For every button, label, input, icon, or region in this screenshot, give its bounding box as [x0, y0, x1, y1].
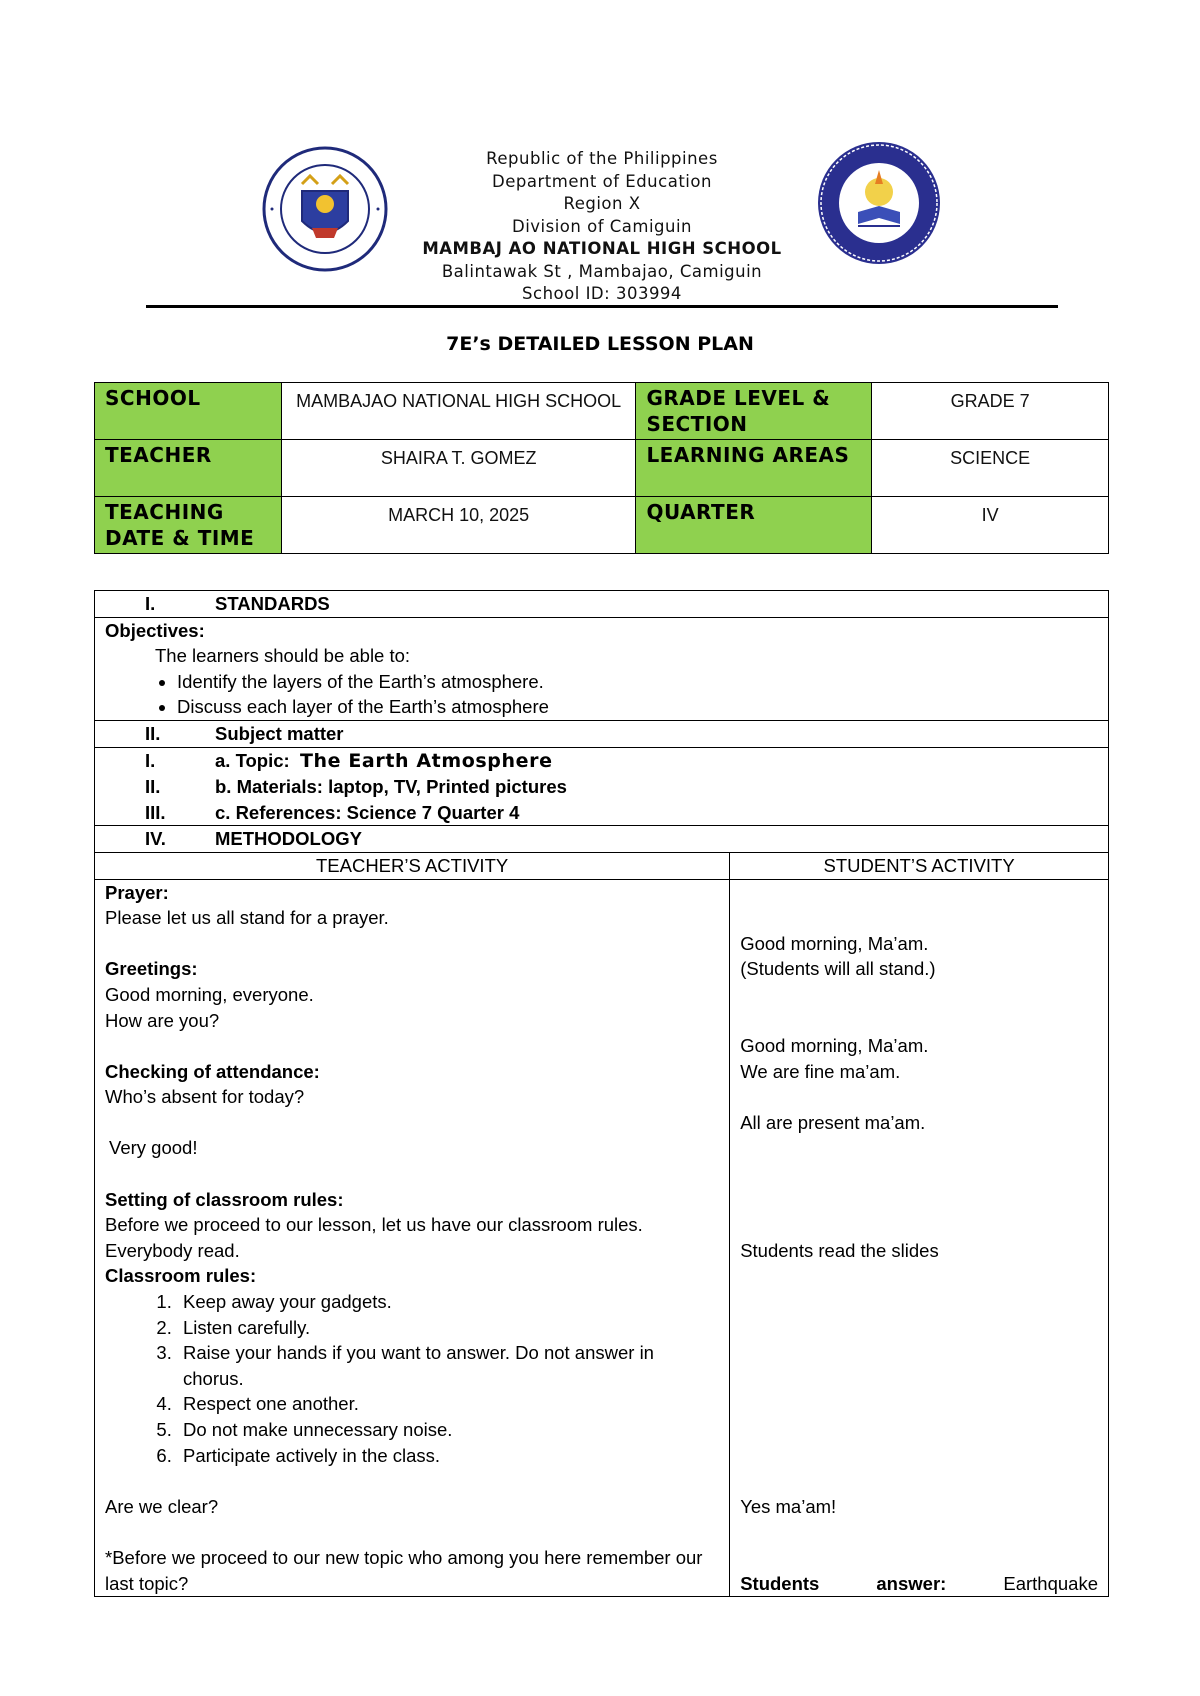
- school-label: SCHOOL: [95, 383, 282, 440]
- header-address: Balintawak St , Mambajao, Camiguin: [441, 261, 763, 281]
- info-row: [95, 383, 1109, 440]
- last-topic-question: *Before we proceed to our new topic who among you here remember our last topic?: [105, 1546, 703, 1594]
- header-divider: [146, 305, 1058, 308]
- student-response: Good morning, Ma’am.: [740, 932, 929, 954]
- subject-heading-row: [95, 720, 1109, 747]
- methodology-number: IV.: [145, 828, 166, 850]
- header-division: Division of Camiguin: [511, 216, 693, 236]
- list-item: 3. Raise your hands if you want to answer. Do not answer in chorus.: [177, 1340, 719, 1391]
- references-text: c. References: Science 7 Quarter 4: [215, 801, 520, 823]
- student-response: Good morning, Ma’am.: [740, 1035, 929, 1057]
- objectives-label: Objectives:: [105, 619, 205, 641]
- list-item: 5. Do not make unnecessary noise.: [177, 1417, 719, 1443]
- objectives-intro: The learners should be able to:: [155, 645, 411, 667]
- methodology-heading: METHODOLOGY: [215, 828, 362, 850]
- header-school-id: School ID: 303994: [522, 284, 682, 303]
- references-number: III.: [145, 801, 166, 823]
- topic-number: I.: [145, 749, 156, 771]
- standards-heading-row: [95, 591, 1109, 618]
- teacher-label: TEACHER: [95, 440, 282, 497]
- info-row: [95, 497, 1109, 554]
- list-item: 6. Participate actively in the class.: [177, 1443, 719, 1469]
- teacher-activity-header: TEACHER’S ACTIVITY: [95, 852, 730, 879]
- subject-heading: Subject matter: [215, 722, 344, 744]
- topic-label: a. Topic:: [215, 749, 290, 771]
- objectives-list: [105, 669, 1098, 720]
- greetings-label: Greetings:: [105, 958, 198, 980]
- date-value: MARCH 10, 2025: [281, 497, 636, 554]
- page-title: 7E’s DETAILED LESSON PLAN: [446, 333, 754, 355]
- rules-setting-label: Setting of classroom rules:: [105, 1188, 344, 1210]
- activity-row: [95, 879, 1109, 1597]
- lesson-body-table: [94, 590, 1109, 1597]
- list-item: 2. Listen carefully.: [177, 1315, 719, 1341]
- objectives-row: [95, 617, 1109, 720]
- quarter-value: IV: [872, 497, 1109, 554]
- subject-number: II.: [145, 722, 161, 744]
- student-response: All are present ma’am.: [740, 1111, 926, 1133]
- student-answer-label: answer:: [876, 1572, 947, 1594]
- student-response: Students read the slides: [740, 1239, 939, 1261]
- materials-text: b. Materials: laptop, TV, Printed pictures: [215, 776, 567, 798]
- learning-area-label: LEARNING AREAS: [636, 440, 872, 497]
- greeting-line: How are you?: [105, 1009, 220, 1031]
- standards-number: I.: [145, 593, 156, 614]
- standards-heading: STANDARDS: [215, 593, 330, 614]
- grade-label: GRADE LEVEL & SECTION: [636, 383, 872, 440]
- date-label: TEACHING DATE & TIME: [95, 497, 282, 554]
- greeting-line: Good morning, everyone.: [105, 983, 314, 1005]
- student-response: Yes ma’am!: [740, 1495, 837, 1517]
- student-response: We are fine ma’am.: [740, 1060, 901, 1082]
- deped-seal-icon: [262, 146, 388, 272]
- header-department: Department of Education: [492, 171, 712, 191]
- header-republic: Republic of the Philippines: [486, 149, 718, 168]
- teacher-value: SHAIRA T. GOMEZ: [281, 440, 636, 497]
- rules-label: Classroom rules:: [105, 1265, 257, 1287]
- list-item: • Identify the layers of the Earth’s atmosphere.: [177, 669, 1098, 695]
- are-we-clear: Are we clear?: [105, 1495, 219, 1517]
- attendance-label: Checking of attendance:: [105, 1060, 320, 1082]
- rules-intro: Before we proceed to our lesson, let us have our classroom rules.: [105, 1214, 643, 1236]
- student-response: (Students will all stand.): [740, 958, 936, 980]
- topic-value: The Earth Atmosphere: [299, 749, 553, 772]
- school-value: MAMBAJAO NATIONAL HIGH SCHOOL: [281, 383, 636, 440]
- subject-details-row: [95, 747, 1109, 826]
- very-good-text: Very good!: [109, 1137, 198, 1159]
- everybody-read: Everybody read.: [105, 1239, 240, 1261]
- teacher-activity-cell: [95, 879, 730, 1597]
- activity-columns-header: [95, 852, 1109, 879]
- list-item: 4. Respect one another.: [177, 1391, 719, 1417]
- attendance-text: Who’s absent for today?: [105, 1086, 305, 1108]
- student-activity-header: STUDENT’S ACTIVITY: [730, 852, 1109, 879]
- student-answer: [740, 1571, 1098, 1597]
- student-activity-cell: [730, 879, 1109, 1597]
- header-region: Region X: [563, 194, 641, 213]
- quarter-label: QUARTER: [636, 497, 872, 554]
- header-text: [380, 148, 824, 306]
- info-row: [95, 440, 1109, 497]
- learning-area-value: SCIENCE: [872, 440, 1109, 497]
- prayer-text: Please let us all stand for a prayer.: [105, 907, 389, 929]
- materials-number: II.: [145, 776, 161, 798]
- methodology-heading-row: [95, 826, 1109, 853]
- list-item: 1. Keep away your gadgets.: [177, 1289, 719, 1315]
- rules-list: [105, 1289, 719, 1468]
- prayer-label: Prayer:: [105, 881, 169, 903]
- lesson-info-table: [94, 382, 1109, 554]
- header-school-name: MAMBAJ AO NATIONAL HIGH SCHOOL: [422, 239, 782, 258]
- list-item: • Discuss each layer of the Earth’s atmosphere: [177, 694, 1098, 720]
- student-answer-value: Earthquake: [1003, 1572, 1098, 1594]
- student-answer-label: Students: [740, 1572, 820, 1594]
- school-seal-icon: [816, 140, 942, 266]
- grade-value: GRADE 7: [872, 383, 1109, 440]
